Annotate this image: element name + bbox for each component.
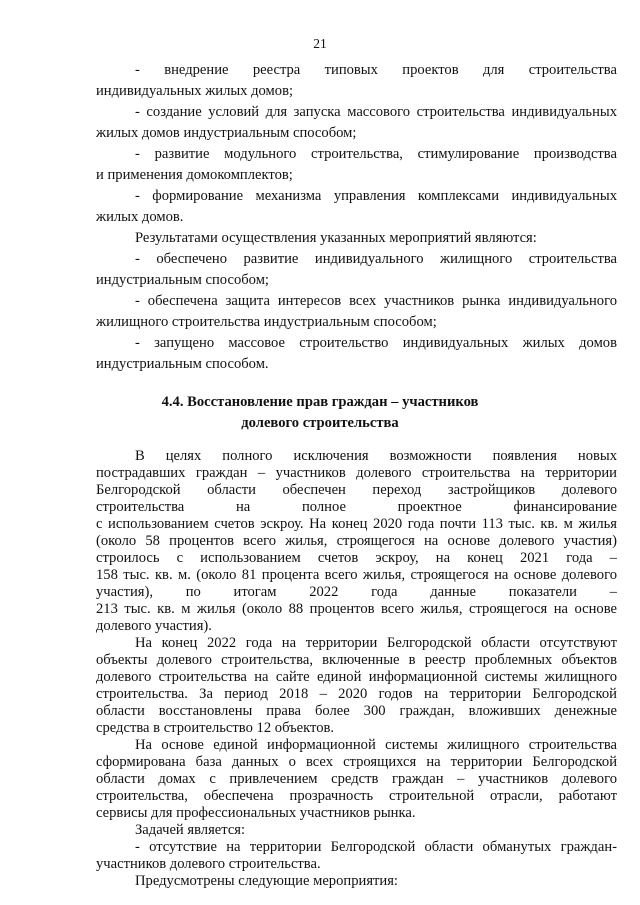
text-line: средства в строительство 12 объектов. xyxy=(96,720,335,736)
text-line: - формирование механизма управления комплексами индивидуальных xyxy=(135,188,617,204)
text-line: индустриальным способом. xyxy=(96,356,269,372)
text-line: - внедрение реестра типовых проектов для строительства xyxy=(135,62,617,78)
text-line: индивидуальных жилых домов; xyxy=(96,83,294,99)
text-line: индустриальным способом; xyxy=(96,272,269,288)
text-line: (около 58 процентов всего жилья, строящегося на основе долевого участия) xyxy=(96,533,617,549)
text-line: строительства. За период 2018 – 2020 годов на территории Белгородской xyxy=(96,686,617,702)
text-line: участников долевого строительства. xyxy=(96,856,321,872)
text-line: области домах с привлечением средств граждан – участников долевого xyxy=(96,771,617,787)
text-line: строилось с использованием счетов эскроу, на конец 2021 года – xyxy=(96,550,617,566)
text-line: участия), по итогам 2022 года данные показатели – xyxy=(96,584,617,600)
text-line: В целях полного исключения возможности появления новых xyxy=(135,448,617,464)
section-heading-line-1: 4.4. Восстановление прав граждан – участников xyxy=(161,394,479,410)
text-line: области восстановлены права более 300 граждан, вложивших денежные xyxy=(96,703,617,719)
text-line: строительства, обеспечена прозрачность строительной отрасли, работают xyxy=(96,788,617,804)
text-line: - развитие модульного строительства, стимулирование производства xyxy=(135,146,617,162)
text-line: На основе единой информационной системы жилищного строительства xyxy=(135,737,617,753)
text-line: - запущено массовое строительство индивидуальных жилых домов xyxy=(135,335,617,351)
text-line: - отсутствие на территории Белгородской области обманутых граждан- xyxy=(135,839,617,855)
text-line: сервисы для профессиональных участников рынка. xyxy=(96,805,416,821)
text-line: жилых домов. xyxy=(96,209,184,225)
text-line: долевого строительства на сайте единой информационной системы жилищного xyxy=(96,669,617,685)
text-line: 213 тыс. кв. м жилья (около 88 процентов всего жилья, строящегося на основе xyxy=(96,601,617,617)
text-line: объекты долевого строительства, включенные в реестр проблемных объектов xyxy=(96,652,617,668)
text-line: 158 тыс. кв. м. (около 81 процента всего жилья, строящегося на основе долевого xyxy=(96,567,617,583)
text-line: - создание условий для запуска массового строительства индивидуальных xyxy=(135,104,617,120)
text-line: с использованием счетов эскроу. На конец 2020 года почти 113 тыс. кв. м жилья xyxy=(96,516,617,532)
text-line: - обеспечено развитие индивидуального жилищного строительства xyxy=(135,251,617,267)
text-line: - обеспечена защита интересов всех участников рынка индивидуального xyxy=(135,293,617,309)
text-line: жилищного строительства индустриальным способом; xyxy=(96,314,437,330)
text-line: Результатами осуществления указанных мероприятий являются: xyxy=(135,230,537,246)
text-line: строительства на полное проектное финансирование xyxy=(96,499,617,515)
page-number: 21 xyxy=(313,36,327,51)
text-line: долевого участия). xyxy=(96,618,212,634)
text-line: и применения домокомплектов; xyxy=(96,167,293,183)
text-line: Задачей является: xyxy=(135,822,246,838)
text-line: Белгородской области обеспечен переход застройщиков долевого xyxy=(96,482,617,498)
text-line: жилых домов индустриальным способом; xyxy=(96,125,357,141)
text-line: сформирована база данных о всех строящихся на территории Белгородской xyxy=(96,754,617,770)
text-line: На конец 2022 года на территории Белгородской области отсутствуют xyxy=(135,635,617,651)
text-line: Предусмотрены следующие мероприятия: xyxy=(135,873,398,889)
section-heading-line-2: долевого строительства xyxy=(241,415,399,431)
text-line: пострадавших граждан – участников долевого строительства на территории xyxy=(96,465,617,481)
